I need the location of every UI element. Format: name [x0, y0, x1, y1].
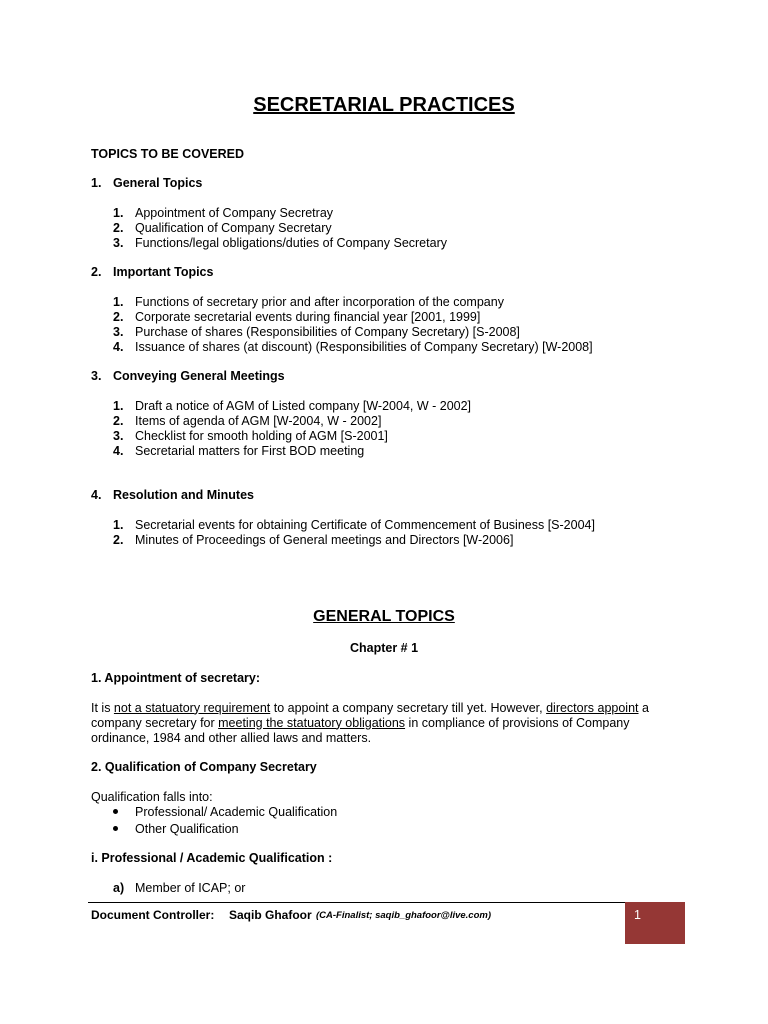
- section-number: 2.: [91, 264, 102, 279]
- topic-item: [113, 414, 471, 429]
- topic-item: [113, 310, 593, 325]
- bullet-item: [113, 821, 337, 838]
- item-text: Secretarial matters for First BOD meeting: [135, 443, 365, 458]
- topic-item: [113, 518, 595, 533]
- item-number: 1.: [113, 517, 124, 532]
- chapter-label: Chapter # 1: [349, 640, 419, 655]
- bullet-item: [113, 804, 337, 821]
- appointment-paragraph: [91, 701, 677, 746]
- topic-item: [113, 399, 471, 414]
- section-number: 3.: [91, 368, 102, 383]
- professional-item: [113, 881, 245, 896]
- document-title: SECRETARIAL PRACTICES: [253, 94, 515, 116]
- topic-item: [113, 429, 471, 444]
- footer-controller-label: Document Controller:: [91, 908, 215, 922]
- paragraph-segment: to appoint a company secretary till yet. However,: [270, 700, 547, 715]
- item-number: 3.: [113, 235, 124, 250]
- item-text: Member of ICAP; or: [135, 880, 246, 895]
- page-number: 1: [634, 908, 641, 922]
- qualification-intro: Qualification falls into:: [91, 789, 213, 804]
- item-text: Secretarial events for obtaining Certificate of Commencement of Business [S-2004]: [135, 517, 595, 532]
- paragraph-segment: It is: [91, 700, 114, 715]
- item-text: Issuance of shares (at discount) (Responsibilities of Company Secretary) [W-2008]: [135, 339, 593, 354]
- item-number: 4.: [113, 443, 124, 458]
- item-text: Qualification of Company Secretary: [135, 220, 332, 235]
- section-number: 4.: [91, 487, 102, 502]
- section-title: Conveying General Meetings: [113, 368, 285, 383]
- section-title: General Topics: [113, 175, 203, 190]
- item-text: Appointment of Company Secretray: [135, 205, 334, 220]
- topic-item: [113, 444, 471, 459]
- general-topics-block: [0, 607, 768, 627]
- footer-rule: [88, 902, 625, 903]
- paragraph-segment: directors appoint: [546, 700, 639, 715]
- topic-list: [113, 399, 471, 459]
- paragraph-segment: a company secretary for: [91, 700, 649, 730]
- item-text: Minutes of Proceedings of General meetings and Directors [W-2006]: [135, 532, 514, 547]
- paragraph-segment: not a statuatory requirement: [113, 700, 271, 715]
- professional-heading: i. Professional / Academic Qualification :: [91, 850, 333, 865]
- topic-item: [113, 236, 447, 251]
- item-number: 2.: [113, 532, 124, 547]
- qualification-heading: 2. Qualification of Company Secretary: [91, 759, 317, 774]
- general-topics-heading: GENERAL TOPICS: [313, 608, 455, 625]
- bullet-icon: [113, 826, 118, 831]
- topic-item: [113, 221, 447, 236]
- topic-list: [113, 295, 593, 355]
- section-number: 1.: [91, 175, 102, 190]
- paragraph-segment: meeting the statuatory obligations: [218, 715, 406, 730]
- item-number: 2.: [113, 413, 124, 428]
- footer-controller-note: (CA-Finalist; saqib_ghafoor@live.com): [316, 909, 492, 921]
- item-number: 2.: [113, 220, 124, 235]
- topics-heading: TOPICS TO BE COVERED: [91, 146, 245, 161]
- item-text: Functions of secretary prior and after incorporation of the company: [135, 294, 504, 309]
- topic-item: [113, 295, 593, 310]
- topic-item: [113, 325, 593, 340]
- item-number: 1.: [113, 205, 124, 220]
- topic-item: [113, 206, 447, 221]
- item-text: Checklist for smooth holding of AGM [S-2001]: [135, 428, 388, 443]
- item-marker: a): [113, 880, 125, 895]
- topic-section-resolution: [91, 488, 595, 548]
- item-number: 1.: [113, 294, 124, 309]
- section-heading: [91, 176, 447, 191]
- topic-section-general: [91, 176, 447, 251]
- item-text: Corporate secretarial events during financial year [2001, 1999]: [135, 309, 481, 324]
- section-heading: [91, 369, 471, 384]
- bullet-text: Other Qualification: [135, 821, 239, 836]
- bullet-list: [113, 804, 337, 838]
- item-number: 3.: [113, 324, 124, 339]
- item-number: 3.: [113, 428, 124, 443]
- footer-controller-name: Saqib Ghafoor: [229, 908, 312, 922]
- paragraph-segment: in compliance of provisions of Company ordinance, 1984 and other allied laws and matters.: [91, 715, 630, 745]
- item-number: 4.: [113, 339, 124, 354]
- topic-section-important: [91, 265, 593, 355]
- title-block: [0, 93, 768, 117]
- section-heading: [91, 265, 593, 280]
- item-number: 2.: [113, 309, 124, 324]
- section-title: Important Topics: [113, 264, 214, 279]
- bullet-icon: [113, 809, 118, 814]
- item-text: Draft a notice of AGM of Listed company [W-2004, W - 2002]: [135, 398, 472, 413]
- page-number-box: [625, 902, 685, 944]
- item-text: Purchase of shares (Responsibilities of Company Secretary) [S-2008]: [135, 324, 520, 339]
- topic-item: [113, 533, 595, 548]
- topic-list: [113, 206, 447, 251]
- topic-list: [113, 518, 595, 548]
- item-text: Items of agenda of AGM [W-2004, W - 2002]: [135, 413, 382, 428]
- item-text: Functions/legal obligations/duties of Company Secretary: [135, 235, 447, 250]
- bullet-text: Professional/ Academic Qualification: [135, 804, 338, 819]
- topic-item: [113, 340, 593, 355]
- section-heading: [91, 488, 595, 503]
- section-title: Resolution and Minutes: [113, 487, 254, 502]
- item-number: 1.: [113, 398, 124, 413]
- topic-section-meetings: [91, 369, 471, 459]
- appointment-heading: 1. Appointment of secretary:: [91, 670, 261, 685]
